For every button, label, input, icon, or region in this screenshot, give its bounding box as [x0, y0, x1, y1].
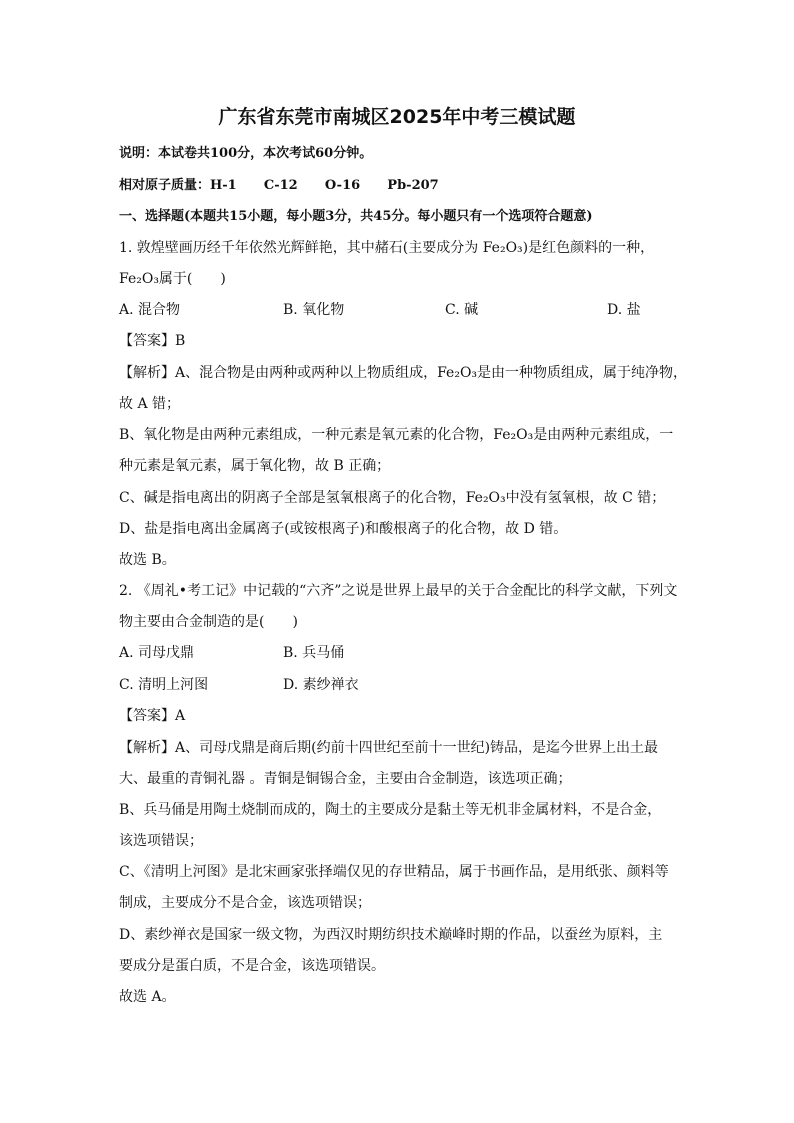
q2-analysis-line: D、素纱禅衣是国家一级文物，为西汉时期纺织技术巅峰时期的作品，以蚕丝为原料，主 [119, 927, 663, 943]
q2-analysis-line: 制成，主要成分不是合金，该选项错误； [119, 895, 371, 911]
q2-option-b: B. 兵马俑 [283, 645, 345, 661]
q2-option-a: A. 司母戊鼎 [119, 645, 195, 661]
q1-option-c: C. 碱 [445, 302, 479, 318]
q2-analysis-line: 该选项错误； [119, 833, 203, 849]
q1-analysis-line: C、碱是指电离出的阴离子全部是氢氧根离子的化合物，Fe₂O₃中没有氢氧根，故 C 错； [119, 490, 666, 506]
q1-analysis-line: D、盐是指电离出金属离子(或铵根离子)和酸根离子的化合物，故 D 错。 [119, 521, 568, 537]
page-title: 广东省东莞市南城区2025年中考三模试题 [218, 106, 576, 128]
q2-stem-line1: 2. 《周礼•考工记》中记载的“六齐”之说是世界上最早的关于合金配比的科学文献，下列文 [119, 583, 678, 599]
q2-analysis-line: B、兵马俑是用陶土烧制而成的，陶土的主要成分是黏土等无机非金属材料，不是合金， [119, 802, 662, 818]
q1-option-d: D. 盐 [607, 302, 641, 318]
q1-stem-line2: Fe₂O₃属于( ) [119, 271, 226, 287]
q1-analysis-line: 【解析】A、混合物是由两种或两种以上物质组成，Fe₂O₃是由一种物质组成，属于纯净物， [119, 365, 688, 381]
q2-analysis-line: 大、最重的青铜礼器 。青铜是铜锡合金，主要由合金制造，该选项正确； [119, 771, 572, 787]
q2-option-d: D. 素纱禅衣 [283, 677, 359, 693]
q1-option-a: A. 混合物 [119, 302, 181, 318]
atomic-mass-line: 相对原子质量：H-1 C-12 O-16 Pb-207 [119, 178, 439, 193]
q2-analysis-line: 【解析】A、司母戊鼎是商后期(约前十四世纪至前十一世纪)铸品，是迄今世界上出土最 [119, 740, 659, 756]
q1-analysis-line: 故 A 错； [119, 396, 181, 412]
q1-answer: 【答案】B [119, 333, 186, 349]
section-heading: 一、选择题(本题共15小题，每小题3分，共45分。每小题只有一个选项符合题意) [119, 209, 593, 224]
exam-note: 说明：本试卷共100分，本次考试60分钟。 [119, 146, 373, 161]
q2-analysis-line: 要成分是蛋白质，不是合金，该选项错误。 [119, 958, 385, 974]
q1-stem-line1: 1. 敦煌壁画历经千年依然光辉鲜艳，其中赭石(主要成分为 Fe₂O₃)是红色颜料的一种， [119, 240, 655, 256]
q1-analysis-line: 故选 B。 [119, 552, 176, 568]
q2-option-c: C. 清明上河图 [119, 677, 209, 693]
q2-analysis-line: C、《清明上河图》是北宋画家张择端仅见的存世精品，属于书画作品，是用纸张、颜料等 [119, 864, 669, 880]
q1-option-b: B. 氧化物 [283, 302, 345, 318]
q1-analysis-line: 种元素是氧元素，属于氧化物，故 B 正确； [119, 458, 391, 474]
q2-analysis-line: 故选 A。 [119, 989, 176, 1005]
q2-stem-line2: 物主要由合金制造的是( ) [119, 614, 298, 630]
q1-analysis-line: B、氧化物是由两种元素组成，一种元素是氧元素的化合物，Fe₂O₃是由两种元素组成，一 [119, 427, 674, 443]
q2-answer: 【答案】A [119, 708, 186, 724]
